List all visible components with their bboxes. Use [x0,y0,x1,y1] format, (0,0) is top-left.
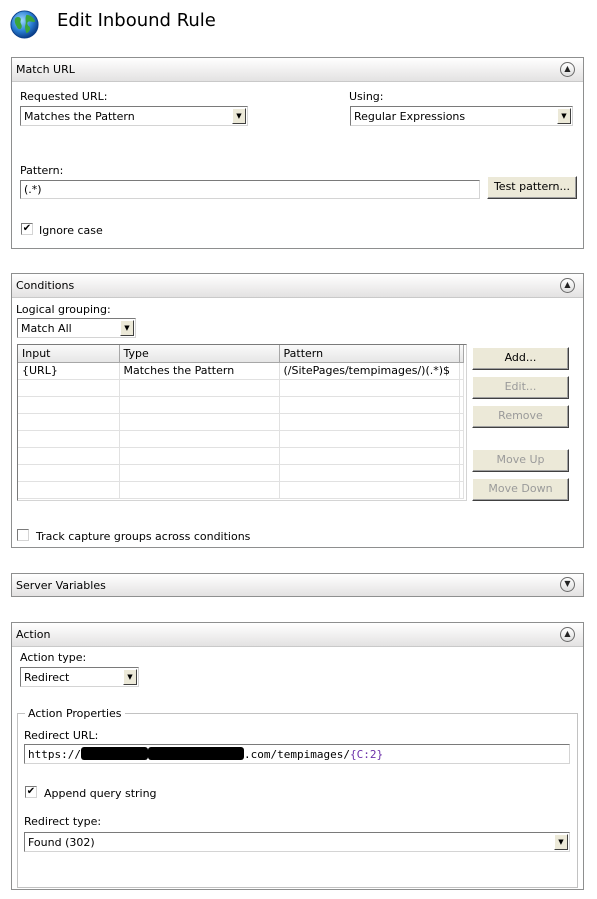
action-title: Action [16,628,51,641]
action-properties-title: Action Properties [25,707,125,720]
match-url-panel [11,57,584,249]
redirect-url-suffix: .com/tempimages/ [243,748,350,761]
dropdown-arrow-icon[interactable]: ▼ [123,669,137,685]
globe-icon [9,9,40,40]
append-query-label: Append query string [44,787,157,800]
conditions-panel [11,273,584,548]
pattern-input[interactable] [20,180,480,199]
logical-grouping-select[interactable] [17,318,136,338]
redirect-type-value: Found (302) [28,836,95,849]
page-title: Edit Inbound Rule [57,10,216,31]
empty-row [18,396,464,413]
checkmark-icon: ✔ [26,786,36,797]
conditions-header[interactable] [12,274,583,298]
requested-url-select[interactable] [20,106,248,126]
cell-input: {URL} [18,362,119,379]
requested-url-label: Requested URL: [20,90,108,103]
redirect-url-prefix: https:// [28,748,81,761]
action-type-select[interactable] [20,667,139,687]
test-pattern-button[interactable]: Test pattern... [487,176,577,199]
empty-row [18,379,464,396]
action-header[interactable] [12,623,583,647]
track-capture-label: Track capture groups across conditions [36,530,251,543]
action-properties-group [17,707,578,888]
redirect-url-input[interactable] [24,744,570,764]
dropdown-arrow-icon[interactable]: ▼ [554,834,568,850]
empty-row [18,413,464,430]
chevron-up-circle-icon[interactable]: ▲ [560,278,575,293]
append-query-checkbox[interactable] [25,786,37,798]
empty-row [18,464,464,481]
chevron-up-circle-icon[interactable]: ▲ [560,62,575,77]
table-row[interactable] [18,362,464,379]
redirect-type-label: Redirect type: [24,815,102,828]
redirect-type-select[interactable] [24,832,570,852]
ignore-case-label: Ignore case [39,224,103,237]
redacted-host-part-1 [81,747,148,760]
logical-grouping-value: Match All [21,322,72,335]
pattern-value: (.*) [24,183,42,196]
pattern-label: Pattern: [20,164,64,177]
chevron-down-circle-icon[interactable]: ▼ [560,577,575,592]
ignore-case-checkbox[interactable] [21,223,33,235]
remove-condition-button[interactable]: Remove [472,405,569,428]
cell-type: Matches the Pattern [119,362,279,379]
action-panel [11,622,584,890]
using-select[interactable] [350,106,573,126]
checkmark-icon: ✔ [22,223,32,234]
match-url-title: Match URL [16,63,75,76]
empty-row [18,430,464,447]
cell-pattern: (/SitePages/tempimages/)(.*)$ [279,362,459,379]
column-header-input[interactable]: Input [18,345,119,362]
redirect-url-capture: {C:2} [349,748,384,761]
using-label: Using: [349,90,384,103]
cell-filler [459,362,464,379]
redirect-url-label: Redirect URL: [24,729,99,742]
conditions-title: Conditions [16,279,75,292]
conditions-grid[interactable] [17,344,467,501]
empty-row [18,481,464,498]
redacted-host-part-2 [148,747,244,760]
match-url-header[interactable] [12,58,583,82]
dropdown-arrow-icon[interactable]: ▼ [557,108,571,124]
dropdown-arrow-icon[interactable]: ▼ [232,108,246,124]
empty-row [18,447,464,464]
move-down-button[interactable]: Move Down [472,478,569,501]
edit-condition-button[interactable]: Edit... [472,376,569,399]
dropdown-arrow-icon[interactable]: ▼ [120,320,134,336]
action-type-value: Redirect [24,671,70,684]
logical-grouping-label: Logical grouping: [16,303,111,316]
server-variables-panel [11,573,584,597]
server-variables-title: Server Variables [16,579,106,592]
requested-url-value: Matches the Pattern [24,110,135,123]
server-variables-header[interactable] [12,574,583,596]
chevron-up-circle-icon[interactable]: ▲ [560,627,575,642]
track-capture-checkbox[interactable] [17,529,29,541]
using-value: Regular Expressions [354,110,466,123]
action-type-label: Action type: [20,651,87,664]
column-header-pattern[interactable]: Pattern [279,345,459,362]
column-header-type[interactable]: Type [119,345,279,362]
column-header-filler [459,345,464,362]
add-condition-button[interactable]: Add... [472,347,569,370]
move-up-button[interactable]: Move Up [472,449,569,472]
